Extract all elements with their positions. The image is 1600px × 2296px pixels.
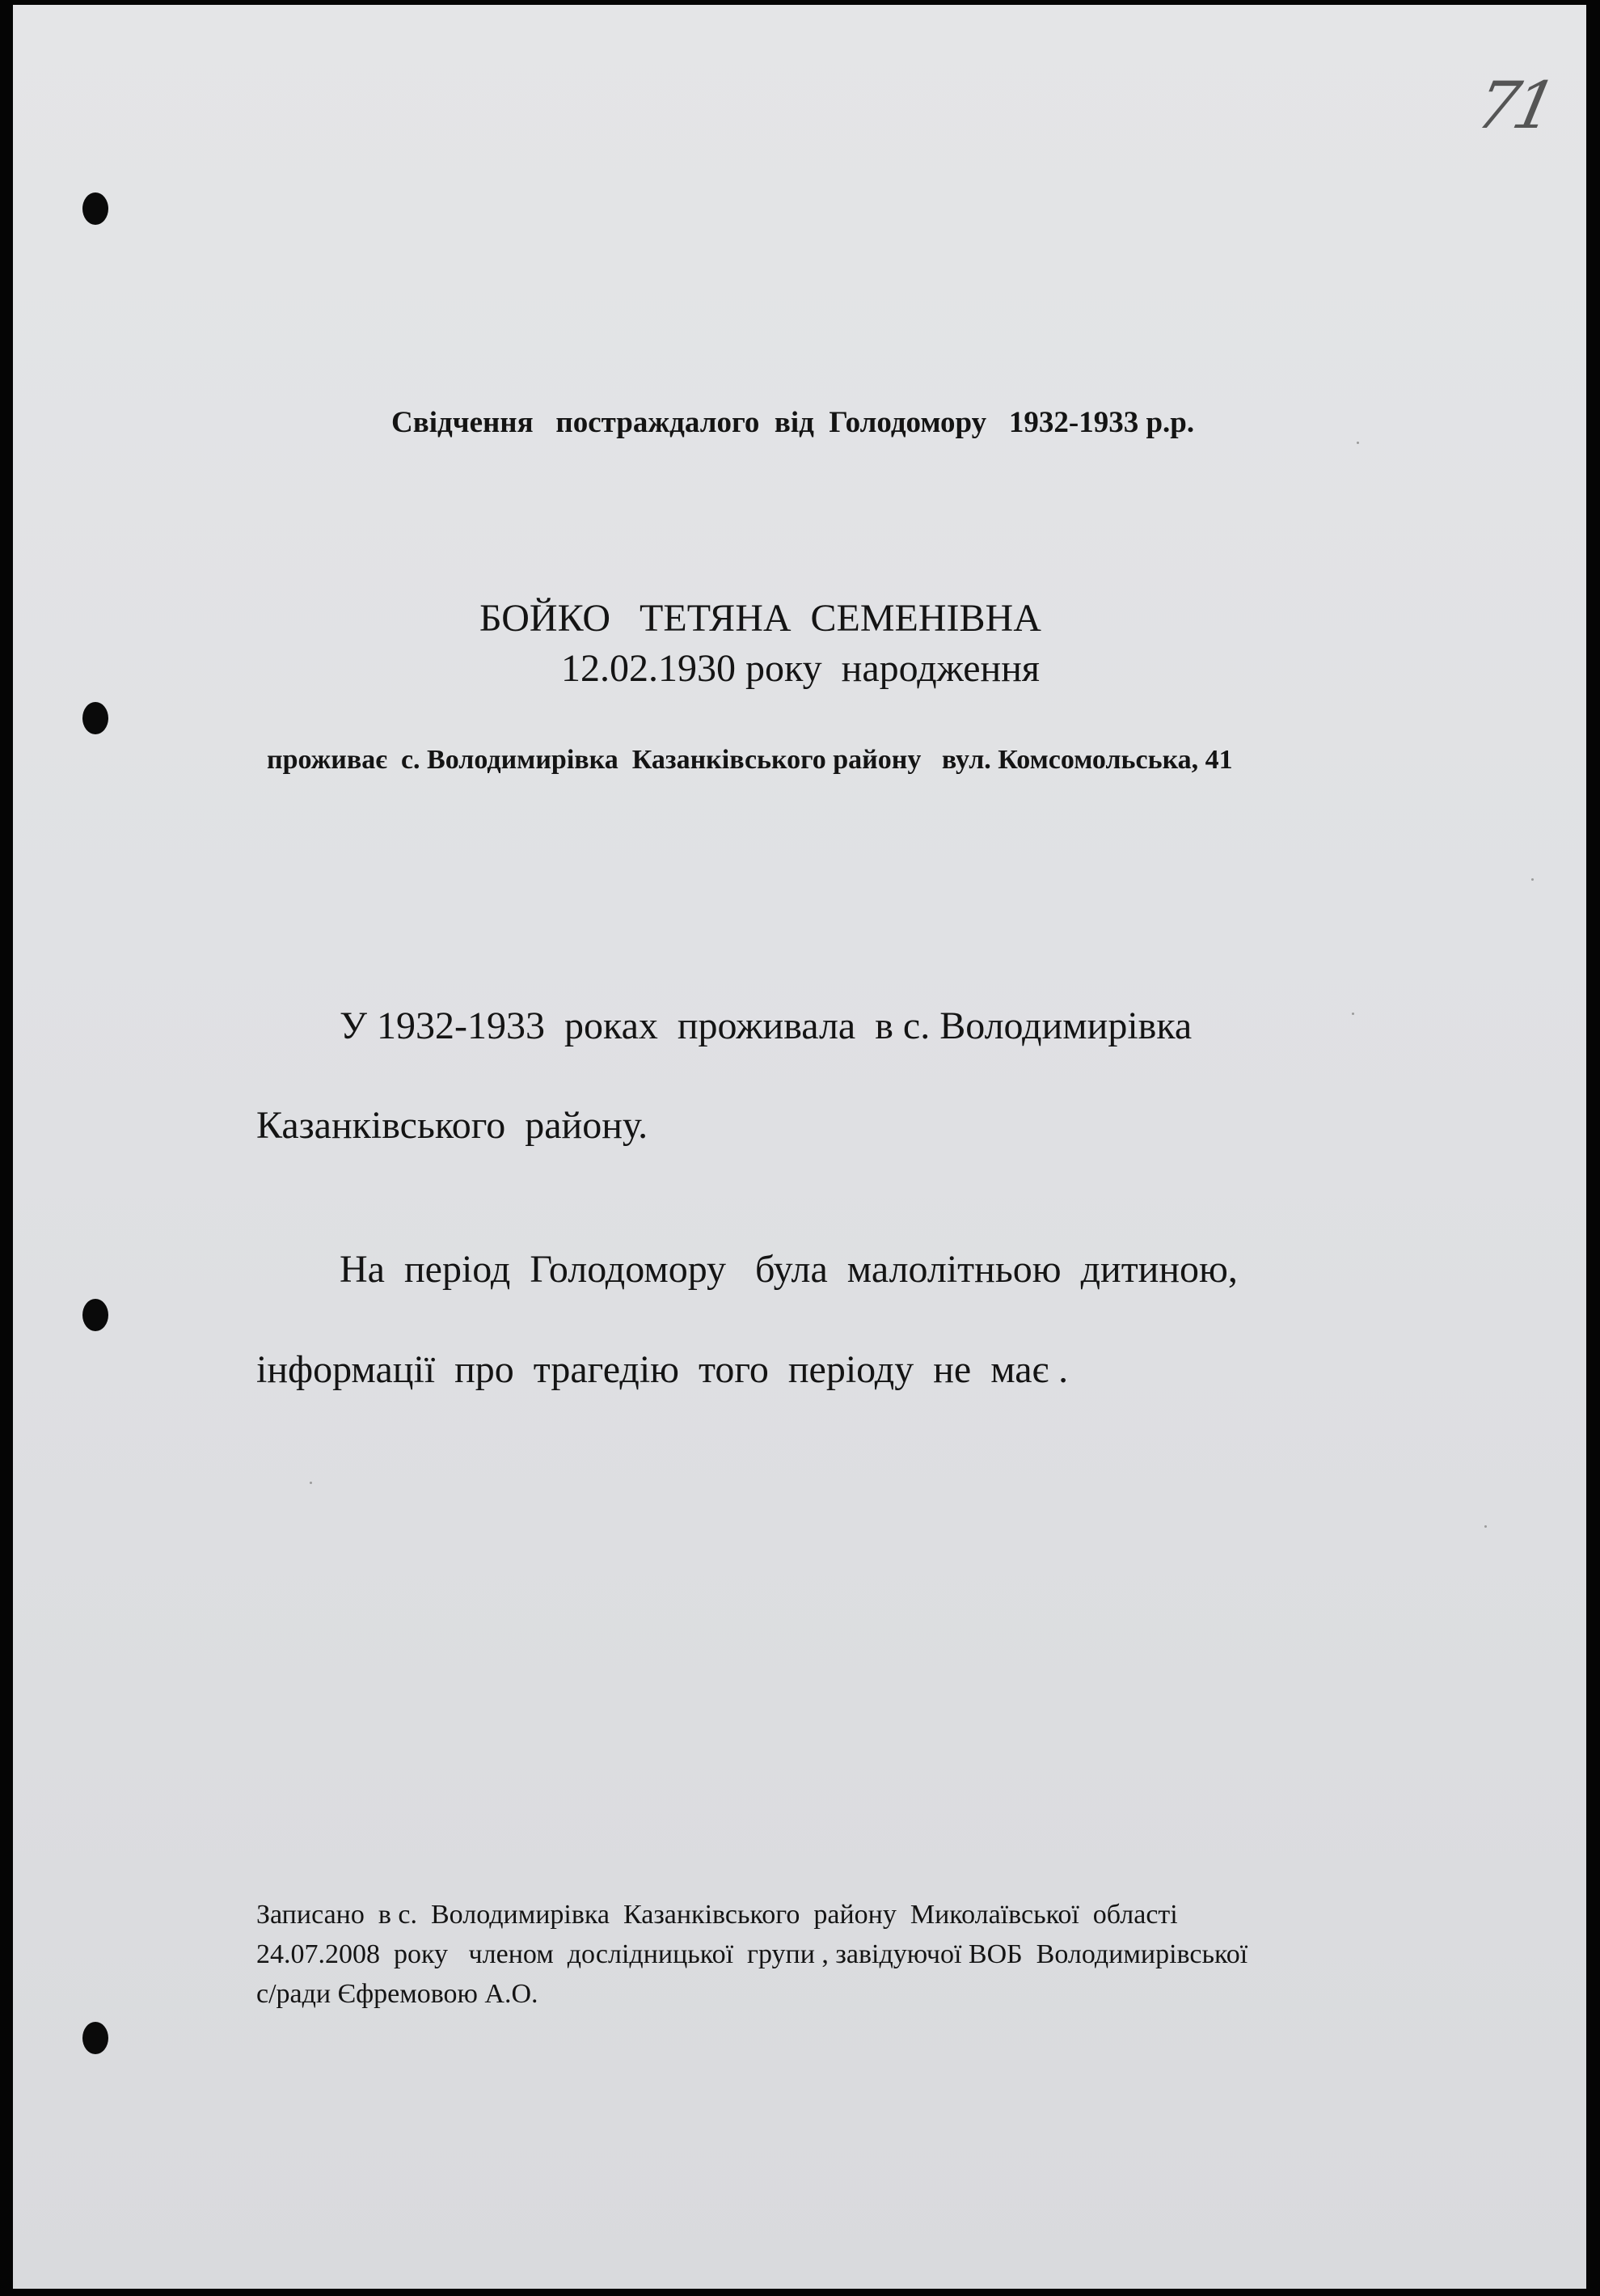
footer-line-3: с/ради Єфремовою А.О. [256, 1979, 538, 2009]
punch-hole [82, 2022, 108, 2054]
residence-address: проживає с. Володимирівка Казанківського району вул. Комсомольська, 41 [267, 745, 1233, 775]
document-heading: Свідчення постраждалого від Голодомору 1932-1933 р.р. [391, 406, 1195, 439]
paper-speck [1352, 1013, 1354, 1015]
paragraph-2-line-1: На період Голодомору була малолітньою дитиною, [340, 1248, 1238, 1291]
paper-speck [1531, 878, 1534, 881]
punch-hole [82, 702, 108, 734]
paper-speck [310, 1482, 312, 1484]
handwritten-page-number: 71 [1470, 68, 1559, 143]
punch-hole [82, 192, 108, 225]
punch-hole [82, 1299, 108, 1331]
document-page [13, 5, 1586, 2289]
footer-line-1: Записано в с. Володимирівка Казанківського району Миколаївської області [256, 1900, 1178, 1930]
paper-speck [1484, 1525, 1487, 1528]
paper-speck [1357, 442, 1359, 444]
birth-date: 12.02.1930 року народження [561, 647, 1040, 690]
paragraph-1-line-1: У 1932-1933 роках проживала в с. Володимирівка [340, 1004, 1193, 1047]
paragraph-2-line-2: інформації про трагедію того періоду не має . [256, 1348, 1069, 1391]
person-name: БОЙКО ТЕТЯНА СЕМЕНІВНА [479, 597, 1041, 640]
footer-line-2: 24.07.2008 року членом дослідницької групи , завідуючої ВОБ Володимирівської [256, 1939, 1248, 1969]
paragraph-1-line-2: Казанківського району. [256, 1104, 648, 1147]
